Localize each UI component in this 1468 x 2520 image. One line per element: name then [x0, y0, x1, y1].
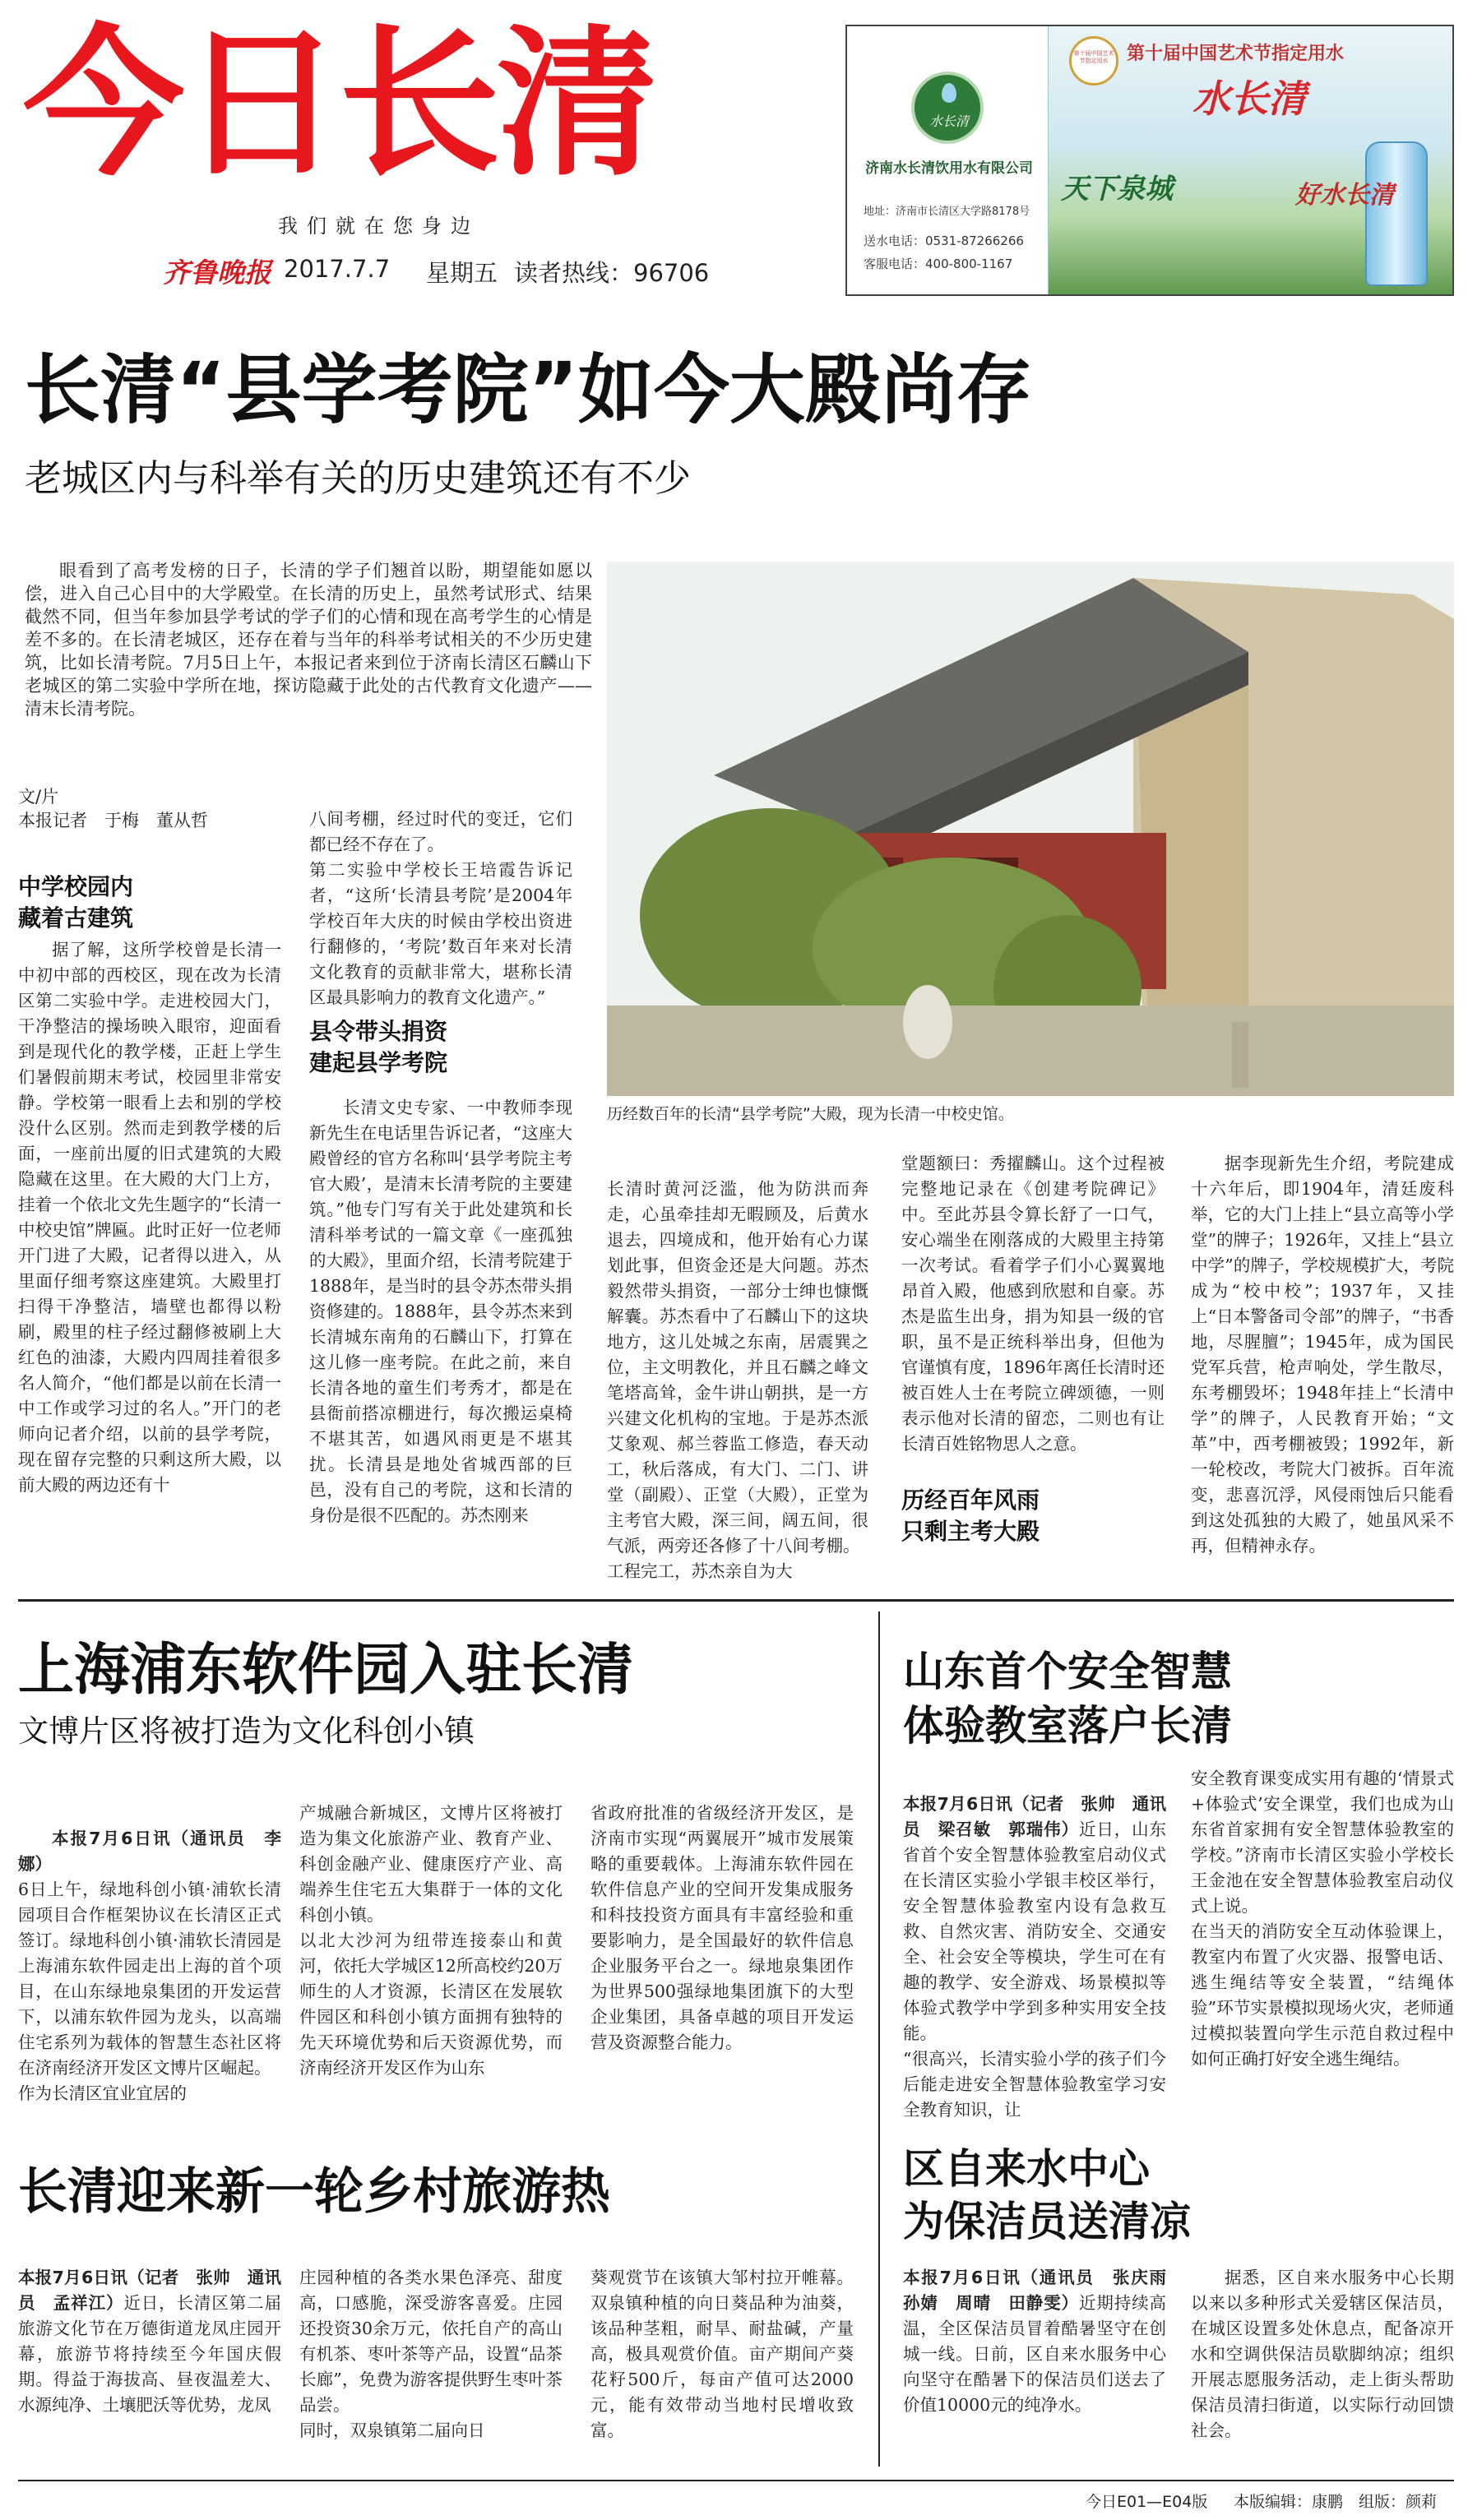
story3-dateline: 本报7月6日讯（记者 张帅 通讯员 梁召敏 郭瑞伟）	[903, 1794, 1166, 1839]
ad-logo-text: 水长清	[928, 113, 969, 129]
lead-byline-1: 文/片	[18, 787, 59, 807]
advertisement	[845, 25, 1454, 296]
ad-slogan-left: 天下泉城	[1061, 173, 1173, 206]
story5-headline-2: 为保洁员送清凉	[903, 2198, 1191, 2245]
ad-address: 地址：济南市长清区大学路8178号	[864, 206, 1030, 218]
ad-badge	[1069, 36, 1118, 86]
ad-badge-text: 第十届中国艺术节指定用水	[1073, 50, 1114, 64]
footer-pages: 今日E01—E04版	[1086, 2493, 1208, 2511]
story3-headline-2: 体验教室落户长清	[903, 1702, 1232, 1750]
ad-event: 第十届中国艺术节指定用水	[1127, 44, 1345, 64]
lead-subhead-1: 中学校园内 藏着古建筑	[18, 873, 134, 932]
story3-col-1: 本报7月6日讯（记者 张帅 通讯员 梁召敏 郭瑞伟）近日，山东省首个安全智慧体验教室启动仪式在长清区实验小学银丰校区举行，安全智慧体验教室内设有急救互救、自然灾害、消防安全、交通安全、社会安全等模块，学生可在有趣的教学、安全游戏、场景模拟等体验式教学中学到多种实用安全技能。 “很高兴，长清实验小学的孩子们今后能走进安全智慧体验教室学习安全教育知识，让	[903, 1794, 1167, 2120]
lead-photo-image	[607, 562, 1454, 1096]
story3-col-2: 安全教育课变成实用有趣的‘情景式+体验式’安全课堂，我们也成为山东省首家拥有安全智慧体验教室的学校。”济南市长清区实验小学校长王金池在安全智慧体验教室启动仪式上说。 在当天的消防安全互动体验课上，教室内布置了火灾器、报警电话、逃生绳结等安全装置，“结绳体验”环节实景模拟现场火灾，老师通过模拟装置向学生示范自救过程中如何正确打好安全逃生绳结。	[1191, 1769, 1454, 2069]
ad-brand: 水长清	[1192, 76, 1306, 121]
story4-dateline: 本报7月6日讯（记者 张帅 通讯员 孟祥江）	[18, 2268, 281, 2313]
story2-col-3: 省政府批准的省级经济开发区，是济南市实现“两翼展开”城市发展策略的重要载体。上海浦东软件园在软件信息产业的空间开发集成服务和科技投资方面具有丰富经验和重要影响力，是全国最好的软件信息企业服务平台之一。绿地泉集团作为世界500强绿地集团旗下的大型企业集团，具备卓越的项目开发运营及资源整合能力。	[590, 1803, 854, 2052]
vertical-rule	[878, 1611, 880, 2467]
lead-headline: 长清“县学考院”如今大殿尚存	[25, 346, 1032, 434]
lead-col-2b: 长清文史专家、一中教师李现新先生在电话里告诉记者，“这座大殿曾经的官方名称叫‘县学考院主考官大殿’，是清末长清考院的主要建筑。”他专门写有关于此处建筑和长清科举考试的一篇文章《一座孤独的大殿》，里面介绍，长清考院建于1888年，是当时的县令苏杰带头捐资修建的。1888年，县令苏杰来到长清城东南角的石麟山下，打算在这儿修一座考院。在此之前，来自长清各地的童生们考秀才，都是在县衙前搭凉棚进行，每次搬运桌椅不堪其苦，如遇风雨更是不堪其扰。长清县是地处省城西部的巨邑，没有自己的考院，这和长清的身份是很不匹配的。苏杰刚来	[309, 1098, 572, 1525]
story2-headline: 上海浦东软件园入驻长清	[18, 1638, 634, 1703]
masthead-slogan: 我们就在您身边	[278, 215, 479, 238]
ad-order-phone: 送水电话：0531-87266266	[864, 234, 1024, 248]
story4-col-1: 本报7月6日讯（记者 张帅 通讯员 孟祥江）近日，长清区第二届旅游文化节在万德街道龙凤庄园开幕，旅游节将持续至今年国庆假期。得益于海拔高、昼夜温差大、水源纯净、土壤肥沃等优势，龙凤	[18, 2268, 282, 2415]
lead-col-2a: 八间考棚，经过时代的变迁，它们都已经不存在了。 第二实验中学校长王培霞告诉记者，“这所‘长清县考院’是2004年学校百年大庆的时候由学校出资进行翻修的，‘考院’数百年来对长清文化教育的贡献非常大，堪称长清区最具影响力的教育文化遗产。”	[309, 809, 572, 1007]
lead-byline-2: 本报记者 于梅 董从哲	[18, 811, 208, 830]
story4-col-2: 庄园种植的各类水果色泽亮、甜度高，口感脆，深受游客喜爱。庄园还投资30余万元，依托自产的高山有机茶、枣叶茶等产品，设置“品茶长廊”，免费为游客提供野生枣叶茶品尝。 同时，双泉镇第二届向日	[299, 2268, 563, 2440]
water-drop-icon	[942, 83, 956, 103]
story5-col-2: 据悉，区自来水服务中心长期以来以多种形式关爱辖区保洁员，在城区设置多处休息点，配备凉开水和空调供保洁员歇脚纳凉；组织开展志愿服务活动，走上街头帮助保洁员清扫街道，以实际行动回馈社会。	[1191, 2268, 1454, 2440]
story4-col-3: 葵观赏节在该镇大邹村拉开帷幕。双泉镇种植的向日葵品种为油葵，该品种茎粗，耐旱、耐盐碱，产量高，极具观赏价值。亩产期间产葵花籽500斤，每亩产值可达2000元，能有效带动当地村民增收致富。	[590, 2268, 854, 2440]
story5-col-1: 本报7月6日讯（通讯员 张庆雨 孙婧 周晴 田静雯）近期持续高温，全区保洁员冒着酷暑坚守在创城一线。日前，区自来水服务中心向坚守在酷暑下的保洁员们送去了价值10000元的纯净水。	[903, 2268, 1183, 2415]
lead-col-4a: 堂题额曰：秀擢麟山。这个过程被完整地记录在《创建考院碑记》中。至此苏县令算长舒了一口气，安心端坐在刚落成的大殿里主持第一次考试。看着学子们小心翼翼地昂首入殿，他感到欣慰和自豪。苏杰是监生出身，捐为知县一级的官职，虽不是正统科举出身，但他为官谨慎有度，1896年离任长清时还被百姓人士在考院立碑颂德，一则表示他对长清的留恋，二则也有让长清百姓铭物思人之意。	[901, 1154, 1165, 1454]
lead-subheadline: 老城区内与科举有关的历史建筑还有不少	[25, 456, 692, 500]
water-bottle	[1365, 141, 1428, 286]
lead-subhead-2: 县令带头捐资 建起县学考院	[309, 1018, 448, 1076]
lead-col-5: 据李现新先生介绍，考院建成十六年后，即1904年，清廷废科举，它的大门上挂上“县立高等小学堂”的牌子；1926年，又挂上“县立中学”的牌子，学校规模扩大，考院成为“校中校”；1937年，又挂上“日本警备司令部”的牌子，“书香地，尽腥膻”；1945年，成为国民党军兵营，枪声响处，学生散尽，东考棚毁坏；1948年挂上“长清中学”的牌子，人民教育开始；“文革”中，西考棚被毁；1992年，新一轮校改，考院大门被拆。百年流变，悲喜沉浮，风侵雨蚀后只能看到这处孤独的大殿了，她虽风采不再，但精神永存。	[1191, 1154, 1454, 1556]
ad-company: 济南水长清饮用水有限公司	[865, 160, 1033, 177]
lead-photo	[607, 562, 1454, 1096]
footer-editor: 本版编辑：康鹏 组版：颜莉	[1234, 2493, 1438, 2511]
reader-hotline: 读者热线：96706	[514, 259, 710, 287]
story5-headline-1: 区自来水中心	[903, 2145, 1150, 2193]
story2-col-2: 产城融合新城区，文博片区将被打造为集文化旅游产业、教育产业、科创金融产业、健康医疗产业、高端养生住宅五大集群于一体的文化科创小镇。 以北大沙河为纽带连接泰山和黄河，依托大学城区12所高校约20万师生的人才资源，长清区在发展软件园区和科创小镇方面拥有独特的先天环境优势和后天资源优势，而济南经济开发区作为山东	[299, 1803, 563, 2078]
story4-headline: 长清迎来新一轮乡村旅游热	[18, 2163, 610, 2221]
story2-dateline: 本报7月6日讯（通讯员 李娜）	[18, 1829, 281, 1874]
lead-bottom-rule	[18, 1599, 1454, 1602]
lead-intro: 眼看到了高考发榜的日子，长清的学子们翘首以盼，期望能如愿以偿，进入自己心目中的大学殿堂。在长清的历史上，虽然考试形式、结果截然不同，但当年参加县学考试的学子们的心情和现在高考学生的心情是差不多的。在长清老城区，还存在着与当年的科举考试相关的不少历史建筑，比如长清考院。7月5日上午，本报记者来到位于济南长清区石麟山下老城区的第二实验中学所在地，探访隐藏于此处的古代教育文化遗产——清末长清考院。	[25, 561, 592, 719]
issue-weekday: 星期五	[426, 259, 498, 287]
ad-slogan-right: 好水长清	[1295, 181, 1394, 210]
ad-logo	[911, 72, 984, 144]
story2-subheadline: 文博片区将被打造为文化科创小镇	[18, 1713, 475, 1749]
photo-caption: 历经数百年的长清“县学考院”大殿，现为长清一中校史馆。	[607, 1105, 1014, 1123]
issue-date: 2017.7.7	[284, 255, 391, 283]
lead-col-1: 据了解，这所学校曾是长清一中初中部的西校区，现在改为长清区第二实验中学。走进校园大门，干净整洁的操场映入眼帘，迎面看到是现代化的教学楼，正赶上学生们暑假前期末考试，校园里非常安静。学校第一眼看上去和别的学校没什么区别。然而走到教学楼的后面，一座前出厦的旧式建筑的大殿隐藏在这里。在大殿的大门上方，挂着一个依北文先生题字的“长清一中校史馆”牌匾。此时正好一位老师开门进了大殿，记者得以进入，从里面仔细考察这座建筑。大殿里打扫得干净整洁，墙壁也都得以粉刷，殿里的柱子经过翻修被刷上大红色的油漆，大殿内四周挂着很多名人简介，“他们都是以前在长清一中工作或学习过的名人。”开门的老师向记者介绍，以前的县学考院，现在留存完整的只剩这所大殿，以前大殿的两边还有十	[18, 940, 281, 1495]
story3-headline-1: 山东首个安全智慧	[903, 1648, 1232, 1695]
paper-name: 齐鲁晚报	[163, 257, 271, 289]
story5-dateline: 本报7月6日讯（通讯员 张庆雨 孙婧 周晴 田静雯）	[903, 2268, 1183, 2313]
ad-service-phone: 客服电话：400-800-1167	[864, 257, 1013, 271]
lead-subhead-3: 历经百年风雨 只剩主考大殿	[901, 1487, 1040, 1545]
masthead-title: 今日长清	[23, 11, 655, 198]
footer-rule	[18, 2480, 1454, 2481]
lead-col-3: 长清时黄河泛滥，他为防洪而奔走，心虽牵挂却无暇顾及，后黄水退去，四境成和，他开始有心力谋划此事，但资金还是大问题。苏杰毅然带头捐资，一部分士绅也慷慨解囊。苏杰看中了石麟山下的这块地方，这儿处城之东南，居震巽之位，主文明教化，并且石麟之峰文笔塔高耸，金牛讲山朝拱，是一方兴建文化机构的宝地。于是苏杰派艾象观、郝兰蓉监工修造，春天动工，秋后落成，有大门、二门、讲堂（副殿）、正堂（大殿），正堂为主考官大殿，深三间，阔五间，很气派，两旁还各修了十八间考棚。 工程完工，苏杰亲自为大	[607, 1179, 868, 1581]
story2-col-1: 本报7月6日讯（通讯员 李娜） 6日上午，绿地科创小镇·浦软长清园项目合作框架协议在长清区正式签订。绿地科创小镇·浦软长清园是上海浦东软件园走出上海的首个项目，在山东绿地泉集团的开发运营下，以浦东软件园为龙头，以高端住宅系列为载体的智慧生态社区将在济南经济开发区文博片区崛起。 作为长清区宜业宜居的	[18, 1801, 281, 2154]
